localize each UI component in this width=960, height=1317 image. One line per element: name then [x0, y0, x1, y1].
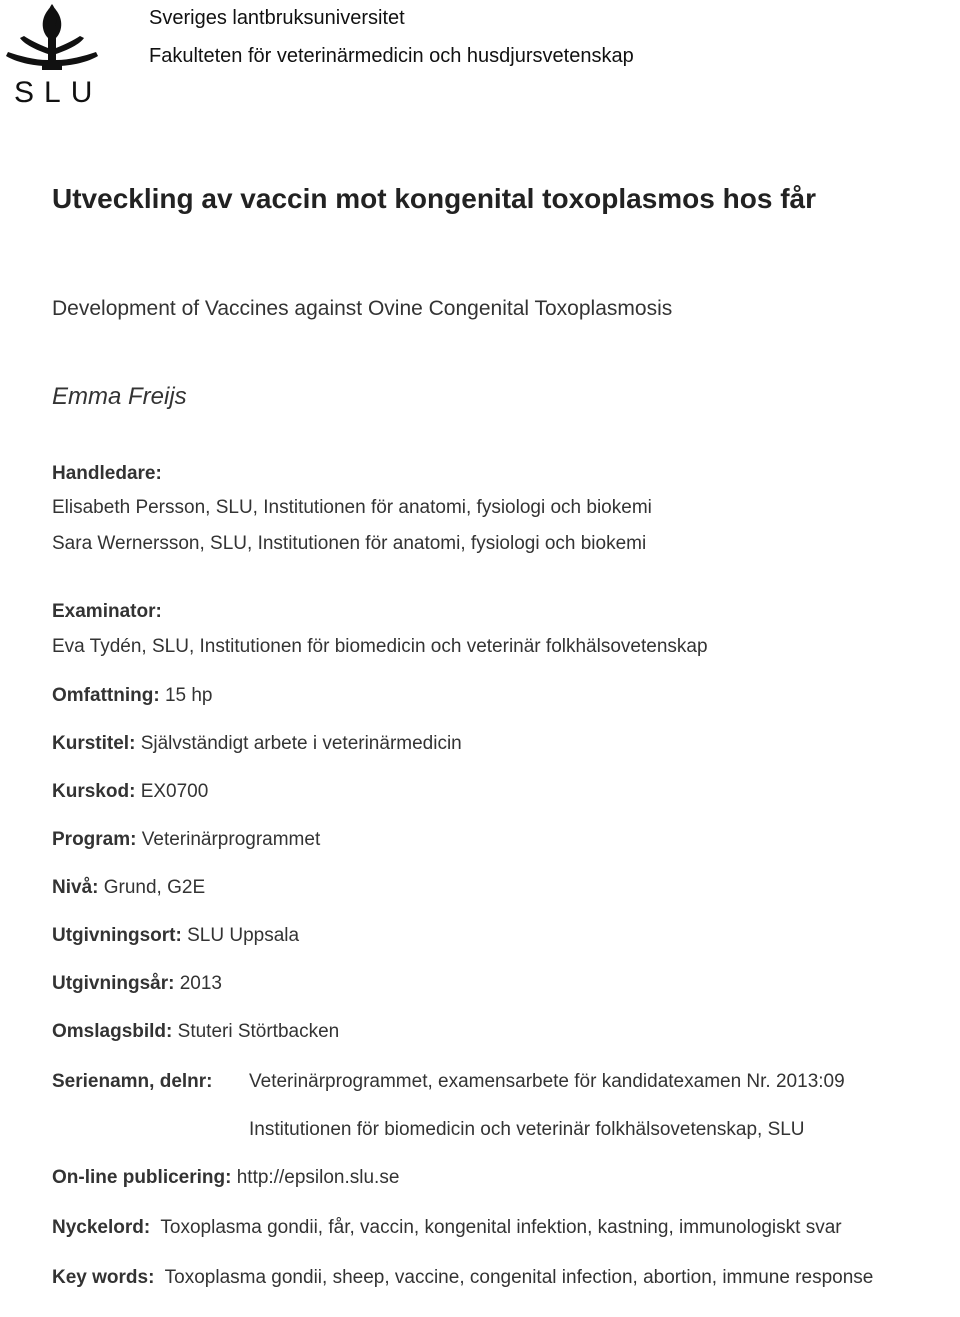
online-publication: [52, 1167, 399, 1189]
field-label: Utgivningsår:: [52, 973, 175, 994]
field-value: Självständigt arbete i veterinärmedicin: [140, 733, 462, 754]
keywords-value: Toxoplasma gondii, sheep, vaccine, congenital infection, abortion, immune response: [164, 1267, 874, 1288]
field-value: Grund, G2E: [103, 877, 206, 898]
keywords-label: Key words:: [52, 1267, 155, 1288]
thesis-title: Utveckling av vaccin mot kongenital toxoplasmos hos får: [52, 183, 816, 214]
field-label: Omfattning:: [52, 685, 160, 706]
field-label: Nivå:: [52, 877, 99, 898]
field-value: SLU Uppsala: [187, 925, 300, 946]
field-label: Kurstitel:: [52, 733, 136, 754]
supervisor-line: Elisabeth Persson, SLU, Institutionen för anatomi, fysiologi och biokemi: [52, 497, 652, 518]
nyckelord-label: Nyckelord:: [52, 1217, 151, 1238]
field-value: 15 hp: [164, 685, 213, 706]
online-label: On-line publicering:: [52, 1167, 232, 1188]
examiner-label: Examinator:: [52, 601, 162, 622]
keywords-paragraph: [52, 1264, 960, 1292]
slu-tree-emblem: [2, 2, 102, 78]
field-utgivningsort: [52, 925, 299, 947]
nyckelord-value: Toxoplasma gondii, får, vaccin, kongenital infektion, kastning, immunologiskt svar: [160, 1217, 842, 1238]
logo-wordmark: SLU: [14, 76, 103, 109]
field-label: Omslagsbild:: [52, 1021, 173, 1042]
series-line-2: Institutionen för biomedicin och veterinär folkhälsovetenskap, SLU: [249, 1119, 805, 1140]
supervisor-line: Sara Wernersson, SLU, Institutionen för anatomi, fysiologi och biokemi: [52, 533, 647, 554]
field-utgivningsar: [52, 973, 222, 995]
series-label: Serienamn, delnr:: [52, 1071, 213, 1092]
series-line-1: Veterinärprogrammet, examensarbete för kandidatexamen Nr. 2013:09: [249, 1071, 845, 1092]
field-kurstitel: [52, 733, 462, 755]
nyckelord-paragraph: [52, 1214, 960, 1242]
field-value: Stuteri Störtbacken: [177, 1021, 340, 1042]
field-kurskod: [52, 781, 208, 803]
thesis-subtitle: Development of Vaccines against Ovine Congenital Toxoplasmosis: [52, 297, 673, 320]
supervisors-label: Handledare:: [52, 463, 162, 484]
field-niva: [52, 877, 205, 899]
field-omslagsbild: [52, 1021, 339, 1043]
online-link[interactable]: http://epsilon.slu.se: [236, 1167, 400, 1188]
field-label: Utgivningsort:: [52, 925, 182, 946]
field-label: Kurskod:: [52, 781, 136, 802]
field-label: Program:: [52, 829, 137, 850]
faculty-name: Fakulteten för veterinärmedicin och husdjursvetenskap: [149, 45, 634, 67]
university-name: Sveriges lantbruksuniversitet: [149, 7, 405, 29]
field-program: [52, 829, 320, 851]
slu-logo: [2, 2, 103, 109]
field-value: EX0700: [140, 781, 209, 802]
field-omfattning: [52, 685, 212, 707]
field-value: Veterinärprogrammet: [141, 829, 321, 850]
field-value: 2013: [179, 973, 223, 994]
author-name: Emma Freijs: [52, 383, 187, 410]
examiner-line: Eva Tydén, SLU, Institutionen för biomedicin och veterinär folkhälsovetenskap: [52, 636, 708, 657]
